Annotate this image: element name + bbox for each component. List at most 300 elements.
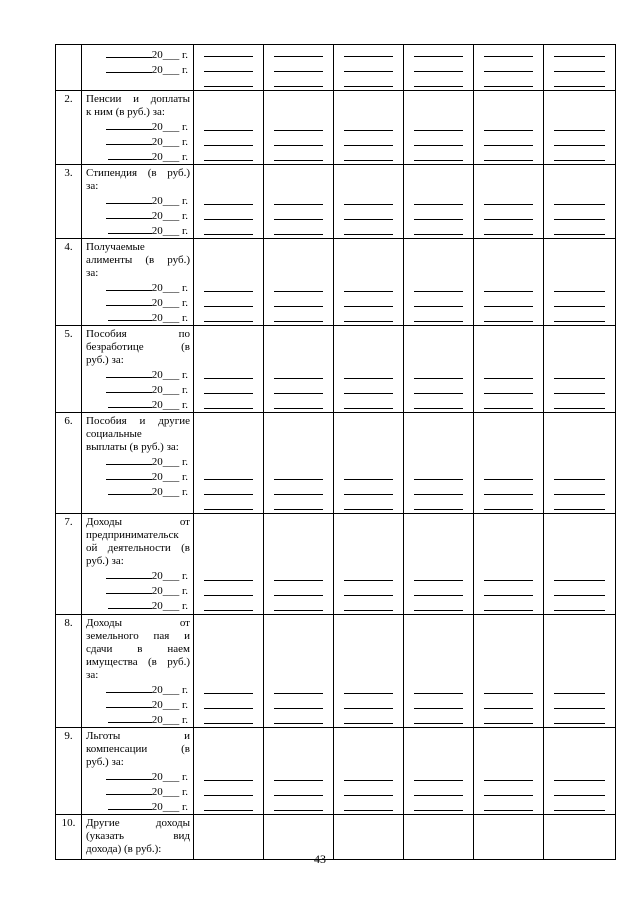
value-blank-line[interactable]	[554, 277, 605, 292]
page-number: 43	[314, 852, 326, 866]
value-blank-line[interactable]	[484, 307, 533, 322]
value-blank-line[interactable]	[204, 57, 253, 72]
value-blank-line[interactable]	[484, 116, 533, 131]
value-blank-line[interactable]	[344, 205, 393, 220]
value-blank-line[interactable]	[274, 57, 323, 72]
date-line[interactable]	[86, 484, 190, 499]
value-blanks	[264, 465, 333, 510]
value-cell	[194, 728, 264, 815]
value-blank-line[interactable]	[274, 146, 323, 161]
date-blank[interactable]	[106, 382, 152, 393]
date-blank[interactable]	[106, 193, 152, 204]
value-blank-line[interactable]	[344, 42, 393, 57]
value-blank-line[interactable]	[554, 679, 605, 694]
value-blank-line[interactable]	[414, 116, 463, 131]
value-blank-line[interactable]	[414, 190, 463, 205]
row-label-line: (указать вид	[86, 830, 190, 842]
value-blank-line[interactable]	[554, 379, 605, 394]
value-blank-line[interactable]	[204, 277, 253, 292]
value-blank-line[interactable]	[274, 277, 323, 292]
value-blank-line[interactable]	[204, 220, 253, 235]
value-blank-line[interactable]	[414, 709, 463, 724]
value-blanks	[194, 566, 263, 611]
table-row	[56, 615, 616, 728]
value-blank-line[interactable]	[344, 131, 393, 146]
date-line[interactable]	[86, 697, 190, 712]
value-blank-line[interactable]	[554, 146, 605, 161]
value-blank-line[interactable]	[554, 72, 605, 87]
value-blank-line[interactable]	[414, 766, 463, 781]
value-blank-line[interactable]	[484, 131, 533, 146]
row-label-line: Пособия и другие	[86, 415, 190, 427]
value-cell	[404, 728, 474, 815]
value-blank-line[interactable]	[344, 72, 393, 87]
date-blank[interactable]	[106, 682, 152, 693]
value-blank-line[interactable]	[414, 495, 463, 510]
value-blanks	[544, 766, 615, 811]
date-line[interactable]	[86, 799, 190, 814]
date-blank[interactable]	[108, 223, 152, 234]
value-blank-line[interactable]	[484, 709, 533, 724]
date-blank[interactable]	[106, 280, 152, 291]
value-blank-line[interactable]	[344, 709, 393, 724]
value-blank-line[interactable]	[204, 42, 253, 57]
value-cell	[404, 514, 474, 615]
value-blank-line[interactable]	[274, 709, 323, 724]
date-blank[interactable]	[108, 397, 152, 408]
date-line[interactable]	[86, 583, 190, 598]
value-blanks	[264, 566, 333, 611]
value-cell	[404, 413, 474, 514]
value-blank-line[interactable]	[554, 57, 605, 72]
value-blank-line[interactable]	[414, 694, 463, 709]
table-row	[56, 514, 616, 615]
value-blank-line[interactable]	[204, 596, 253, 611]
value-blank-line[interactable]	[274, 781, 323, 796]
date-blank[interactable]	[106, 568, 152, 579]
date-line[interactable]	[86, 469, 190, 484]
value-blank-line[interactable]	[274, 581, 323, 596]
value-blank-line[interactable]	[204, 292, 253, 307]
value-blank-line[interactable]	[484, 581, 533, 596]
row-number: 5.	[64, 328, 73, 340]
value-blanks	[264, 42, 333, 87]
date-blank[interactable]	[106, 208, 152, 219]
date-blank[interactable]	[106, 134, 152, 145]
value-cell	[544, 45, 616, 91]
date-year-text: 20___ г.	[151, 699, 188, 711]
value-blank-line[interactable]	[414, 379, 463, 394]
value-blank-line[interactable]	[554, 465, 605, 480]
value-blank-line[interactable]	[274, 394, 323, 409]
value-blank-line[interactable]	[414, 364, 463, 379]
value-blank-line[interactable]	[414, 566, 463, 581]
row-label-line: Другие доходы	[86, 817, 190, 829]
value-blank-line[interactable]	[344, 796, 393, 811]
value-blank-line[interactable]	[484, 42, 533, 57]
date-blank[interactable]	[106, 454, 152, 465]
row-label-line: сдачи в наем	[86, 643, 190, 655]
value-blank-line[interactable]	[204, 394, 253, 409]
value-blank-line[interactable]	[204, 566, 253, 581]
row-label-line: Пенсии и доплаты	[86, 93, 190, 105]
value-blank-line[interactable]	[484, 277, 533, 292]
value-blank-line[interactable]	[274, 694, 323, 709]
value-blank-line[interactable]	[414, 42, 463, 57]
date-line[interactable]	[86, 784, 190, 799]
date-blank[interactable]	[108, 149, 152, 160]
value-blank-line[interactable]	[274, 131, 323, 146]
value-cell	[264, 514, 334, 615]
value-blank-line[interactable]	[274, 364, 323, 379]
income-form-table	[55, 44, 616, 860]
value-cell	[334, 413, 404, 514]
value-blank-line[interactable]	[344, 364, 393, 379]
value-blank-line[interactable]	[414, 679, 463, 694]
row-label-line: имущества (в руб.)	[86, 656, 190, 668]
value-cell	[334, 45, 404, 91]
date-line[interactable]	[86, 367, 190, 382]
value-blanks	[194, 42, 263, 87]
value-blank-line[interactable]	[554, 190, 605, 205]
value-blank-line[interactable]	[344, 394, 393, 409]
value-cell	[334, 91, 404, 165]
date-blank[interactable]	[106, 119, 152, 130]
value-blank-line[interactable]	[204, 766, 253, 781]
value-blank-line[interactable]	[274, 796, 323, 811]
value-blank-line[interactable]	[484, 766, 533, 781]
value-blank-line[interactable]	[484, 220, 533, 235]
value-blank-line[interactable]	[484, 480, 533, 495]
row-label-line: земельного пая и	[86, 630, 190, 642]
date-line[interactable]	[86, 62, 190, 77]
value-blank-line[interactable]	[554, 131, 605, 146]
date-year-text: 20___ г.	[151, 297, 188, 309]
value-blank-line[interactable]	[414, 307, 463, 322]
date-line[interactable]	[86, 598, 190, 613]
row-number: 10.	[61, 817, 76, 829]
value-blank-line[interactable]	[344, 495, 393, 510]
row-label-line: руб.) за:	[86, 354, 124, 366]
date-blank[interactable]	[106, 697, 152, 708]
value-blank-line[interactable]	[344, 292, 393, 307]
value-blank-line[interactable]	[554, 566, 605, 581]
value-blank-line[interactable]	[484, 190, 533, 205]
date-line[interactable]	[86, 223, 190, 238]
value-blank-line[interactable]	[204, 679, 253, 694]
value-blank-line[interactable]	[554, 307, 605, 322]
value-blank-line[interactable]	[484, 694, 533, 709]
value-blank-line[interactable]	[344, 596, 393, 611]
value-blank-line[interactable]	[484, 495, 533, 510]
value-blank-line[interactable]	[414, 72, 463, 87]
value-cell	[264, 45, 334, 91]
value-blank-line[interactable]	[274, 220, 323, 235]
value-cell	[404, 165, 474, 239]
value-blank-line[interactable]	[274, 679, 323, 694]
row-label-line: Получаемые	[86, 241, 145, 253]
date-line[interactable]	[86, 397, 190, 412]
value-blank-line[interactable]	[484, 394, 533, 409]
value-blanks	[544, 566, 615, 611]
value-blank-line[interactable]	[554, 596, 605, 611]
date-line[interactable]	[86, 454, 190, 469]
date-blank[interactable]	[108, 712, 152, 723]
value-blank-line[interactable]	[344, 566, 393, 581]
value-blank-line[interactable]	[344, 307, 393, 322]
row-label-line: алименты (в руб.)	[86, 254, 190, 266]
value-blank-line[interactable]	[484, 465, 533, 480]
row-label-line: социальные	[86, 428, 142, 440]
value-blanks	[544, 465, 615, 510]
value-blank-line[interactable]	[204, 796, 253, 811]
value-blank-line[interactable]	[204, 190, 253, 205]
value-blanks	[334, 42, 403, 87]
date-line[interactable]	[86, 134, 190, 149]
value-blank-line[interactable]	[484, 796, 533, 811]
value-blank-line[interactable]	[204, 205, 253, 220]
value-cell	[334, 165, 404, 239]
value-blank-line[interactable]	[414, 465, 463, 480]
value-cell	[264, 165, 334, 239]
value-blank-line[interactable]	[344, 220, 393, 235]
value-cell	[194, 165, 264, 239]
value-blank-line[interactable]	[414, 292, 463, 307]
value-blank-line[interactable]	[554, 220, 605, 235]
value-blank-line[interactable]	[274, 465, 323, 480]
row-number-cell	[56, 239, 82, 326]
value-blank-line[interactable]	[554, 781, 605, 796]
date-line[interactable]	[86, 193, 190, 208]
date-year-text: 20___ г.	[151, 151, 188, 163]
row-number: 4.	[64, 241, 73, 253]
date-blank[interactable]	[106, 469, 152, 480]
value-blank-line[interactable]	[554, 581, 605, 596]
value-blank-line[interactable]	[414, 131, 463, 146]
date-blank[interactable]	[106, 769, 152, 780]
value-blank-line[interactable]	[274, 116, 323, 131]
date-line[interactable]	[86, 769, 190, 784]
value-blank-line[interactable]	[554, 394, 605, 409]
date-blank[interactable]	[106, 295, 152, 306]
value-blank-line[interactable]	[204, 480, 253, 495]
date-line[interactable]	[86, 149, 190, 164]
value-cell	[544, 165, 616, 239]
value-blank-line[interactable]	[484, 364, 533, 379]
date-line[interactable]	[86, 310, 190, 325]
value-blank-line[interactable]	[484, 596, 533, 611]
value-blank-line[interactable]	[484, 781, 533, 796]
value-cell	[544, 239, 616, 326]
value-blank-line[interactable]	[554, 205, 605, 220]
value-cell	[474, 326, 544, 413]
date-line[interactable]	[86, 382, 190, 397]
value-blank-line[interactable]	[204, 581, 253, 596]
date-year-text: 20___ г.	[151, 471, 188, 483]
value-blank-line[interactable]	[204, 694, 253, 709]
value-blank-line[interactable]	[414, 796, 463, 811]
date-line[interactable]	[86, 208, 190, 223]
value-blank-line[interactable]	[344, 57, 393, 72]
form-body	[56, 45, 616, 860]
value-blank-line[interactable]	[204, 146, 253, 161]
value-blank-line[interactable]	[554, 694, 605, 709]
date-blank[interactable]	[106, 62, 152, 73]
date-blank[interactable]	[106, 367, 152, 378]
value-blank-line[interactable]	[484, 679, 533, 694]
value-blank-line[interactable]	[274, 566, 323, 581]
value-blank-line[interactable]	[274, 480, 323, 495]
value-blanks	[544, 277, 615, 322]
value-blank-line[interactable]	[344, 581, 393, 596]
table-row	[56, 728, 616, 815]
value-blank-line[interactable]	[204, 495, 253, 510]
value-blank-line[interactable]	[274, 72, 323, 87]
value-blank-line[interactable]	[344, 694, 393, 709]
value-blanks	[334, 679, 403, 724]
row-label-line: к ним (в руб.) за:	[86, 106, 165, 118]
value-blank-line[interactable]	[414, 596, 463, 611]
value-blank-line[interactable]	[554, 495, 605, 510]
value-blank-line[interactable]	[204, 307, 253, 322]
value-blank-line[interactable]	[484, 57, 533, 72]
value-blanks	[264, 190, 333, 235]
date-line[interactable]	[86, 295, 190, 310]
value-blank-line[interactable]	[414, 480, 463, 495]
value-blank-line[interactable]	[484, 566, 533, 581]
value-blank-line[interactable]	[554, 480, 605, 495]
value-blank-line[interactable]	[204, 781, 253, 796]
date-line[interactable]	[86, 119, 190, 134]
value-blank-line[interactable]	[274, 379, 323, 394]
date-blank[interactable]	[106, 583, 152, 594]
value-blank-line[interactable]	[274, 307, 323, 322]
date-blank[interactable]	[108, 310, 152, 321]
date-line[interactable]	[86, 47, 190, 62]
value-blank-line[interactable]	[414, 781, 463, 796]
value-blank-line[interactable]	[344, 679, 393, 694]
value-blanks	[194, 277, 263, 322]
value-blank-line[interactable]	[344, 277, 393, 292]
value-blank-line[interactable]	[204, 116, 253, 131]
date-line[interactable]	[86, 280, 190, 295]
date-blank[interactable]	[108, 799, 152, 810]
row-number: 9.	[64, 730, 73, 742]
row-label-line: предпринимательск	[86, 529, 179, 541]
date-year-text: 20___ г.	[151, 121, 188, 133]
value-cell	[264, 728, 334, 815]
row-label-line: Пособия по	[86, 328, 190, 340]
value-cell	[474, 514, 544, 615]
row-number-cell	[56, 728, 82, 815]
value-blank-line[interactable]	[344, 190, 393, 205]
date-line[interactable]	[86, 712, 190, 727]
value-blank-line[interactable]	[204, 72, 253, 87]
value-blank-line[interactable]	[274, 292, 323, 307]
value-blank-line[interactable]	[414, 57, 463, 72]
value-blank-line[interactable]	[554, 709, 605, 724]
value-blank-line[interactable]	[274, 190, 323, 205]
value-blank-line[interactable]	[414, 394, 463, 409]
value-blanks	[474, 277, 543, 322]
value-blank-line[interactable]	[484, 72, 533, 87]
value-blank-line[interactable]	[414, 205, 463, 220]
value-blank-line[interactable]	[274, 205, 323, 220]
value-blanks	[544, 116, 615, 161]
value-cell	[194, 514, 264, 615]
value-blank-line[interactable]	[344, 146, 393, 161]
date-year-text: 20___ г.	[151, 714, 188, 726]
value-cell	[474, 91, 544, 165]
value-blank-line[interactable]	[554, 364, 605, 379]
table-row	[56, 91, 616, 165]
value-blank-line[interactable]	[204, 709, 253, 724]
row-label-line: компенсации (в	[86, 743, 190, 755]
date-year-text: 20___ г.	[151, 570, 188, 582]
value-blank-line[interactable]	[274, 42, 323, 57]
date-blank[interactable]	[106, 47, 152, 58]
date-blank[interactable]	[108, 598, 152, 609]
value-blank-line[interactable]	[344, 465, 393, 480]
value-cell	[404, 615, 474, 728]
value-cell	[334, 239, 404, 326]
date-year-text: 20___ г.	[151, 600, 188, 612]
value-blank-line[interactable]	[274, 596, 323, 611]
value-cell	[404, 326, 474, 413]
value-blank-line[interactable]	[554, 796, 605, 811]
value-blank-line[interactable]	[344, 480, 393, 495]
value-blank-line[interactable]	[274, 766, 323, 781]
value-blank-line[interactable]	[414, 146, 463, 161]
value-cell	[544, 728, 616, 815]
value-blank-line[interactable]	[274, 495, 323, 510]
value-blank-line[interactable]	[204, 379, 253, 394]
date-line[interactable]	[86, 568, 190, 583]
date-year-text: 20___ г.	[151, 282, 188, 294]
value-blank-line[interactable]	[484, 146, 533, 161]
date-line[interactable]	[86, 682, 190, 697]
value-blank-line[interactable]	[484, 379, 533, 394]
row-number: 6.	[64, 415, 73, 427]
date-year-text: 20___ г.	[151, 486, 188, 498]
value-blanks	[474, 364, 543, 409]
value-blank-line[interactable]	[484, 205, 533, 220]
value-blank-line[interactable]	[204, 131, 253, 146]
value-blank-line[interactable]	[344, 379, 393, 394]
row-number-cell	[56, 615, 82, 728]
value-blank-line[interactable]	[414, 277, 463, 292]
date-year-text: 20___ г.	[151, 49, 188, 61]
value-blank-line[interactable]	[344, 781, 393, 796]
value-blank-line[interactable]	[414, 220, 463, 235]
value-blank-line[interactable]	[414, 581, 463, 596]
value-blank-line[interactable]	[204, 364, 253, 379]
value-blank-line[interactable]	[344, 766, 393, 781]
value-blank-line[interactable]	[554, 116, 605, 131]
value-blank-line[interactable]	[344, 116, 393, 131]
row-label-line: за:	[86, 180, 99, 192]
date-blank[interactable]	[106, 784, 152, 795]
value-blank-line[interactable]	[204, 465, 253, 480]
value-blank-line[interactable]	[554, 766, 605, 781]
date-year-text: 20___ г.	[151, 369, 188, 381]
date-blank[interactable]	[108, 484, 152, 495]
value-blank-line[interactable]	[484, 292, 533, 307]
value-blank-line[interactable]	[554, 292, 605, 307]
value-blanks	[334, 465, 403, 510]
value-blanks	[474, 190, 543, 235]
value-blank-line[interactable]	[554, 42, 605, 57]
